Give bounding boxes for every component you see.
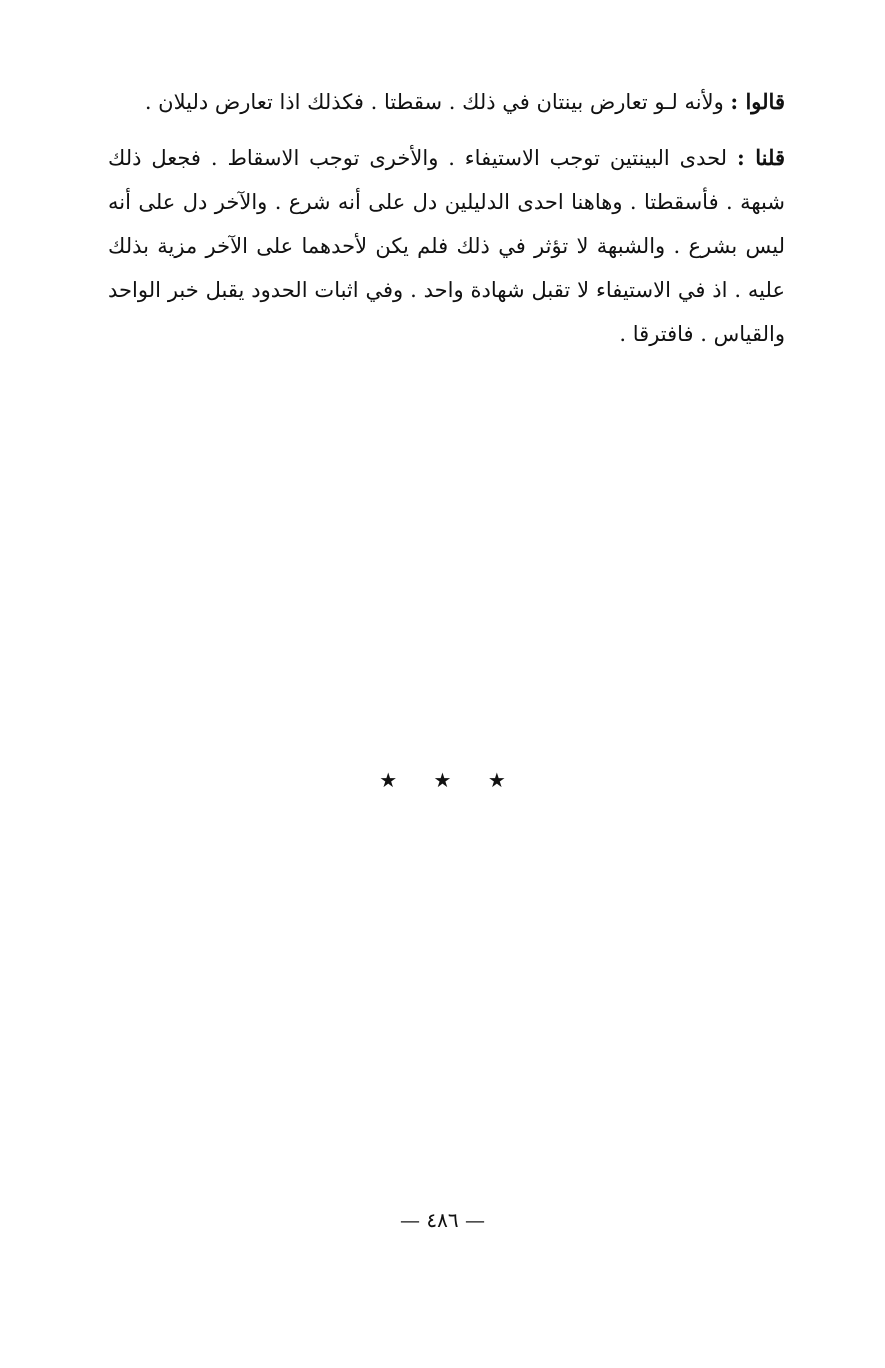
star-icon: ★: [433, 768, 452, 792]
paragraph-1: [108, 80, 785, 124]
speaker-label-2: قلنا :: [736, 145, 785, 170]
paragraph-2: [108, 136, 785, 356]
page-content: [108, 80, 785, 356]
star-icon: ★: [487, 768, 506, 792]
section-separator: [0, 768, 885, 792]
star-icon: ★: [379, 768, 398, 792]
page-number: — ٤٨٦ —: [400, 1208, 485, 1232]
paragraph-text-1: ولأنه لـو تعارض بينتان في ذلك . سقطتا . فكذلك اذا تعارض دليلان .: [144, 90, 731, 114]
speaker-label-1: قالوا :: [730, 89, 785, 114]
paragraph-text-2: لحدى البينتين توجب الاستيفاء . والأخرى توجب الاسقاط . فجعل ذلك شبهة . فأسقطتا . وهاهنا احدى الدليلين دل على أنه شرع . والآخر دل على أنه ليس بشرع . والشبهة لا تؤثر في ذلك فلم يكن لأحدهما على الآخر مزية بذلك عليه . اذ في الاستيفاء لا تقبل شهادة واحد . وفي اثبات الحدود يقبل خبر الواحد والقياس . فافترقا .: [108, 146, 785, 346]
